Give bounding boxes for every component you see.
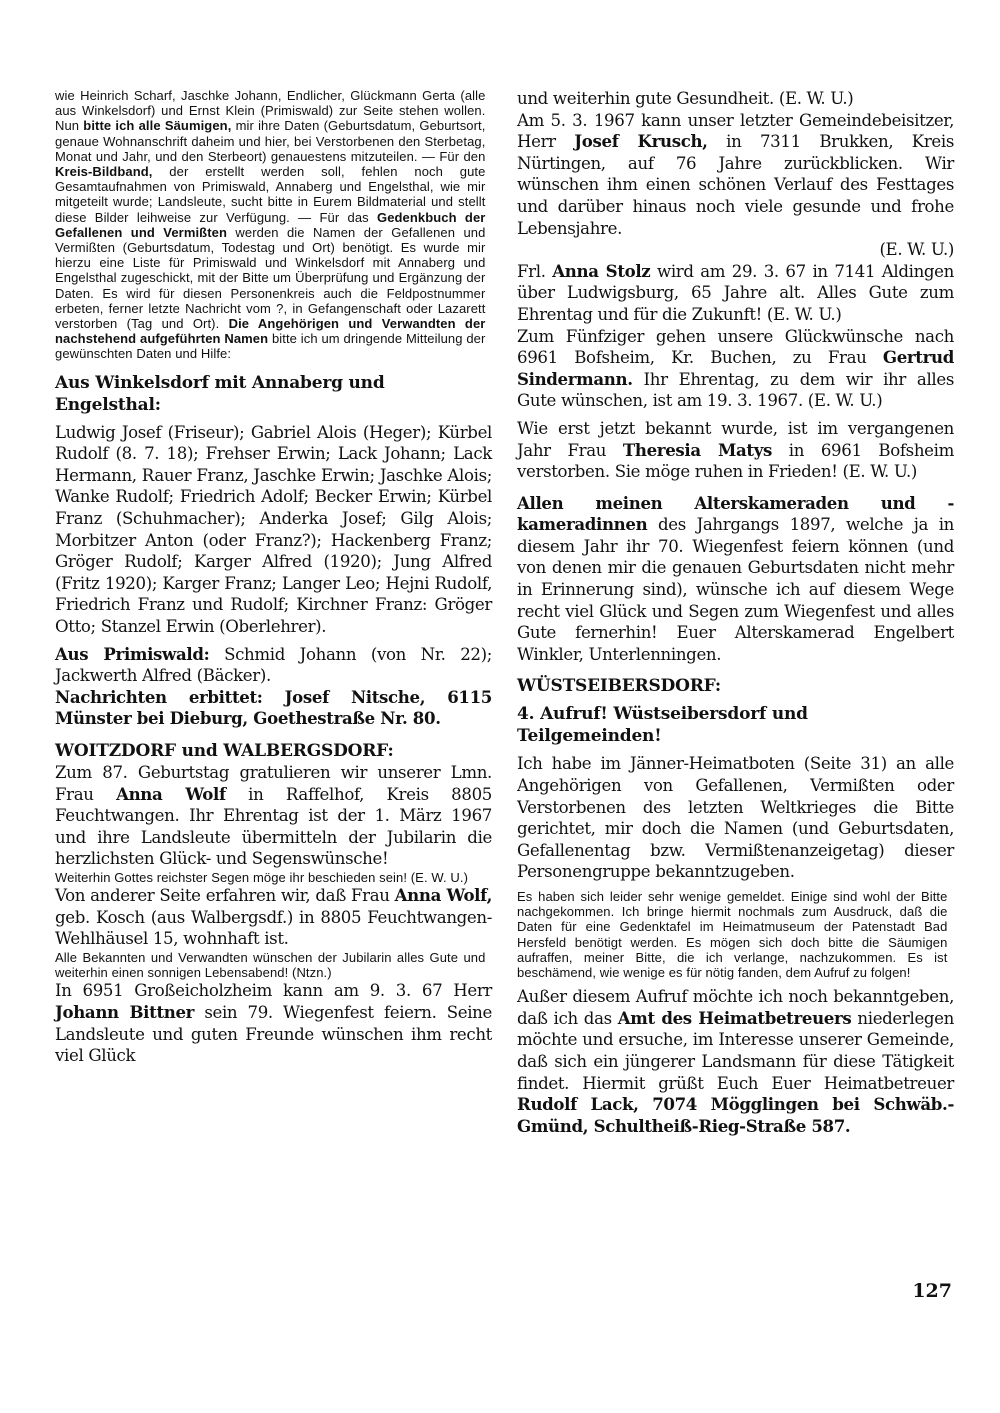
contact-label: Nachrichten erbittet: xyxy=(55,686,263,707)
contact-address: Josef Nitsche, 6115 Münster bei Dieburg, Goethestraße Nr. 80. xyxy=(55,686,492,729)
name-gertrud-sindermann: Gertrud Sindermann. xyxy=(517,347,954,389)
primiswald-label: Aus Primiswald: xyxy=(55,643,210,664)
wolf-address-paragraph: Von anderer Seite erfahren wir, daß Frau Anna Wolf, geb. Kosch (aus Walbergsdf.) in 8805 Feuchtwangen-Wehlhäusel 15, wohnhaft ist. xyxy=(55,885,492,949)
stolz-paragraph: Frl. Anna Stolz wird am 29. 3. 67 in 7141 Aldingen über Ludwigsburg, 65 Jahre alt. Alles Gute zum Ehrentag und für die Zukunft! (E. W. U.) xyxy=(517,260,954,324)
signature-rudolf-lack: Rudolf Lack, 7074 Mögglingen bei Schwäb.-Gmünd, Schultheiß-Rieg-Straße 587. xyxy=(517,1094,954,1136)
winkelsdorf-heading: Aus Winkelsdorf mit Annaberg und Engelsthal: xyxy=(55,372,385,415)
emphasis-angehoerige: Die Angehörigen und Verwandten der nachstehend aufgeführten Namen xyxy=(55,316,486,347)
sindermann-paragraph: Zum Fünfziger gehen unsere Glückwünsche nach 6961 Bofsheim, Kr. Buchen, zu Frau Gertrud Sindermann. Ihr Ehrentag, zu dem wir ihr alles Gute wünschen, ist am 19. 3. 1967. (E. W. U.) xyxy=(517,326,954,411)
name-anna-wolf: Anna Wolf xyxy=(116,783,226,804)
continuation-line: und weiterhin gute Gesundheit. (E. W. U.) xyxy=(517,89,854,108)
emphasis-kreisbildband: Kreis-Bildband, xyxy=(55,164,153,180)
aufruf-heading: 4. Aufruf! Wüstseibersdorf und Teilgemeinden! xyxy=(517,704,808,747)
winkelsdorf-names-list: Ludwig Josef (Friseur); Gabriel Alois (Heger); Kürbel Rudolf (8. 7. 18); Frehser Erwin; Lack Johann; Lack Hermann, Rauer Franz, Jaschke Erwin; Jaschke Alois; Wanke Rudolf; Friedrich Adolf; Becker Erwin; Kürbel Franz (Schuhmacher); Anderka Josef; Gilg Alois; Morbitzer Anton (oder Franz?); Hackenberg Franz; Gröger Rudolf; Karger Alfred (1920); Jung Alfred (Fritz 1920); Karger Franz; Langer Leo; Hejni Rudolf, Friedrich Franz und Rudolf; Kirchner Franz: Gröger Otto; Stanzel Erwin (Oberlehrer). xyxy=(55,422,492,636)
krusch-signature: (E. W. U.) xyxy=(879,240,954,260)
name-anna-stolz: Anna Stolz xyxy=(552,260,651,281)
wolf-blessing-note: Weiterhin Gottes reichster Segen möge ihr beschieden sein! (E. W. U.) xyxy=(55,869,469,885)
lack-paragraph: Außer diesem Aufruf möchte ich noch bekanntgeben, daß ich das Amt des Heimatbetreuers niederlegen möchte und ersuche, im Interesse unserer Gemeinde, daß sich ein jüngerer Landsmann für diese Tätigkeit findet. Hiermit grüßt Euch Euer Heimatbetreuer Rudolf Lack, 7074 Mögglingen bei Schwäb.-Gmünd, Schultheiß-Rieg-Straße 587. xyxy=(517,987,954,1136)
name-johann-bittner: Johann Bittner xyxy=(55,1001,195,1022)
winkler-paragraph: Allen meinen Alterskameraden und -kameradinnen des Jahrgangs 1897, welche ja in diesem Jahr ihr 70. Wiegenfest feiern können (und von denen mir die genauen Geburtsdaten nicht mehr in Erinnerung sind), wünsche ich auf diesem Wege recht viel Glück und Segen zum Wiegenfest und alles Gute fernerhin! Euer Alterskamerad Engelbert Winkler, Unterlenningen. xyxy=(517,492,954,664)
woitzdorf-heading: WOITZDORF und WALBERGSDORF: xyxy=(55,740,394,761)
page-number: 127 xyxy=(912,1280,952,1302)
winkler-greeting: Allen meinen Alterskameraden und -kameradinnen xyxy=(517,492,954,535)
matys-paragraph: Wie erst jetzt bekannt wurde, ist im vergangenen Jahr Frau Theresia Matys in 6961 Bofsheim verstorben. Sie möge ruhen in Frieden! (E. W. U.) xyxy=(517,418,954,482)
intro-paragraph: wie Heinrich Scharf, Jaschke Johann, Endlicher, Glückmann Gerta (alle aus Winkelsdorf) und Ernst Klein (Primiswald) zur Seite stehen wollen. Nun bitte ich alle Säumigen, mir ihre Daten (Geburtsdatum, Geburtsort, genaue Wohnanschrift daheim und hier, bei Verstorbenen den Sterbetag, Monat und Jahr, und den Sterbeort) genauestens mitzuteilen. — Für den Kreis-Bildband, der erstellt werden soll, fehlen noch gute Gesamtaufnahmen von Primiswald, Annaberg und Engelsthal, wie mir mitgeteilt wurde; Landsleute, sucht bitte in Eurem Bildmaterial und stellt diese Bilder leihweise zur Verfügung. — Für das Gedenkbuch der Gefallenen und Vermißten werden die Namen der Gefallenen und Vermißten (Geburtsdatum, Todestag und Ort) benötigt. Es wurde mir hierzu eine Liste für Primiswald und Winkelsdorf mit Annaberg und Engelsthal zugeschickt, mit der Bitte um Überprüfung und Ergänzung der Daten. Es wird für diesen Personenkreis auch die Feldpostnummer erbeten, ferner letzte Nachricht vom ?, in Gefangenschaft oder Lazarett verstorben (Tag und Ort). Die Angehörigen und Verwandten der nachstehend aufgeführten Namen bitte ich um dringende Mitteilung der gewünschten Daten und Hilfe: xyxy=(55,88,486,362)
name-theresia-matys: Theresia Matys xyxy=(622,439,773,460)
emphasis-saeumige: bitte ich alle Säumigen, xyxy=(83,118,232,134)
bittner-paragraph: In 6951 Großeicholzheim kann am 9. 3. 67 Herr Johann Bittner sein 79. Wiegenfest feiern. Seine Landsleute und guten Freunde wünschen ihm recht viel Glück xyxy=(55,981,492,1066)
name-josef-krusch: Josef Krusch, xyxy=(574,131,708,152)
name-anna-wolf-2: Anna Wolf, xyxy=(394,885,492,906)
wuestseibersdorf-heading: WÜSTSEIBERSDORF: xyxy=(517,676,721,697)
contact-paragraph xyxy=(55,687,492,730)
wolf-birthday-paragraph: Zum 87. Geburtstag gratulieren wir unserer Lmn. Frau Anna Wolf in Raffelhof, Kreis 8805 Feuchtwangen. Ihr Ehrentag ist der 1. März 1967 und ihre Landsleute übermitteln der Jubilarin die herzlichsten Glück- und Segenswünsche! xyxy=(55,762,492,869)
krusch-paragraph: Am 5. 3. 1967 kann unser letzter Gemeindebeisitzer, Herr Josef Krusch, in 7311 Brukken, Kreis Nürtingen, auf 76 Jahre zurückblicken. Wir wünschen ihm einen schönen Verlauf des Festtages und darüber hinaus noch viele gesunde und frohe Lebensjahre. xyxy=(517,110,954,238)
emphasis-gedenkbuch: Gedenkbuch der Gefallenen und Vermißten xyxy=(55,209,486,240)
primiswald-paragraph: Aus Primiswald: Schmid Johann (von Nr. 22); Jackwerth Alfred (Bäcker). xyxy=(55,643,492,686)
left-column xyxy=(55,88,492,1067)
right-column xyxy=(517,88,954,1137)
aufruf-paragraph: Ich habe im Jänner-Heimatboten (Seite 31) an alle Angehörigen von Gefallenen, Vermißten oder Verstorbenen des letzten Weltkrieges die Bitte gerichtet, mir doch die Namen (und Geburtsdaten, Gefallenentag bzw. Vermißtenanzeigetag) dieser Personengruppe bekanntzugeben. xyxy=(517,754,954,882)
wolf-wishes-note: Alle Bekannten und Verwandten wünschen der Jubilarin alles Gute und weiterhin einen sonnigen Lebensabend! (Ntzn.) xyxy=(55,949,486,981)
aufruf-small-note: Es haben sich leider sehr wenige gemeldet. Einige sind wohl der Bitte nachgekommen. Ich bringe hiermit nochmals zum Ausdruck, daß die Daten für eine Gedenktafel im Heimatmuseum der Patenstadt Bad Hersfeld benötigt werden. Es mögen sich doch bitte die Säumigen aufraffen, meiner Bitte, die ich verlange, nachzukommen. Es ist beschämend, wie wenige es für nötig fanden, dem Aufruf zu folgen! xyxy=(517,889,948,981)
amt-des-heimatbetreuers: Amt des Heimatbetreuers xyxy=(617,1007,852,1028)
